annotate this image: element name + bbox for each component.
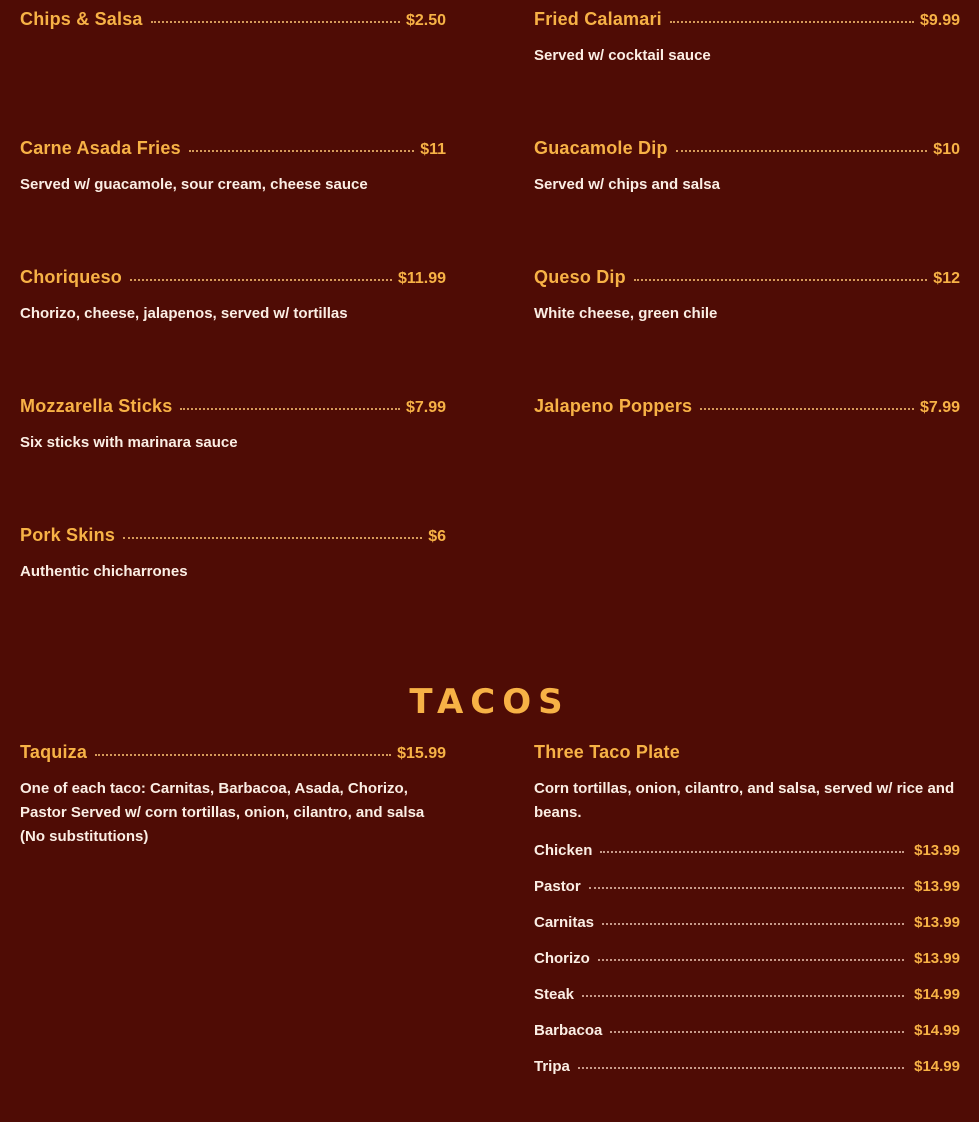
plate-option [534, 986, 960, 1022]
item-name: Fried Calamari [534, 9, 662, 29]
item-name: Chips & Salsa [20, 9, 143, 29]
item-price: $11.99 [397, 270, 446, 287]
plate-option [534, 1058, 960, 1094]
item-price: $11 [420, 141, 446, 158]
menu-item [534, 129, 960, 258]
appetizers-right-column [534, 0, 960, 516]
menu-item [534, 0, 960, 129]
item-price: $7.99 [919, 399, 960, 416]
menu-item [534, 387, 960, 516]
item-description: White cheese, green chile [534, 305, 718, 322]
item-price: $6 [428, 528, 446, 545]
item-price: $12 [933, 270, 960, 287]
dot-leader [610, 1030, 904, 1033]
item-name: Three Taco Plate [534, 742, 680, 762]
option-price: $13.99 [914, 950, 960, 967]
option-name: Tripa [534, 1058, 570, 1075]
dot-leader [578, 1066, 904, 1069]
option-name: Chorizo [534, 950, 590, 967]
dot-leader [189, 149, 414, 152]
plate-option [534, 950, 960, 986]
dot-leader [151, 20, 400, 23]
option-name: Steak [534, 986, 575, 1003]
plate-option [534, 914, 960, 950]
item-price: $7.99 [405, 399, 446, 416]
dot-leader [602, 922, 904, 925]
option-name: Chicken [534, 842, 593, 859]
option-name: Carnitas [534, 914, 595, 931]
item-price: $9.99 [919, 12, 960, 29]
menu-item [534, 258, 960, 387]
item-name: Jalapeno Poppers [534, 396, 693, 416]
option-name: Barbacoa [534, 1022, 603, 1039]
plate-options-list [534, 842, 960, 1094]
three-taco-plate-item [534, 733, 960, 1094]
item-description: Six sticks with marinara sauce [20, 434, 238, 451]
item-description: Served w/ cocktail sauce [534, 47, 711, 64]
option-price: $14.99 [914, 1058, 960, 1075]
dot-leader [589, 886, 904, 889]
item-price: $10 [933, 141, 960, 158]
option-name: Pastor [534, 878, 581, 895]
dot-leader [670, 20, 914, 23]
item-name: Taquiza [20, 742, 88, 762]
item-name: Mozzarella Sticks [20, 396, 173, 416]
plate-option [534, 878, 960, 914]
menu-item [20, 387, 446, 516]
item-description: Corn tortillas, onion, cilantro, and salsa, served w/ rice and beans. [534, 780, 955, 821]
menu-item [20, 516, 446, 645]
option-price: $13.99 [914, 878, 960, 895]
dot-leader [95, 753, 391, 756]
plate-option [534, 1022, 960, 1058]
item-name: Queso Dip [534, 267, 626, 287]
dot-leader [582, 994, 904, 997]
item-description: Chorizo, cheese, jalapenos, served w/ tortillas [20, 305, 348, 322]
item-description: Served w/ guacamole, sour cream, cheese sauce [20, 176, 368, 193]
menu-item [20, 129, 446, 258]
dot-leader [123, 536, 422, 539]
item-description: One of each taco: Carnitas, Barbacoa, Asada, Chorizo, Pastor Served w/ corn tortillas, onion, cilantro, and salsa (No substitutions) [20, 780, 425, 845]
item-price: $2.50 [405, 12, 446, 29]
item-description: Authentic chicharrones [20, 563, 188, 580]
option-price: $13.99 [914, 842, 960, 859]
dot-leader [130, 278, 392, 281]
item-name: Guacamole Dip [534, 138, 668, 158]
section-title-tacos: TACOS [409, 682, 570, 722]
item-price: $15.99 [397, 745, 446, 762]
plate-option [534, 842, 960, 878]
menu-item [20, 0, 446, 129]
option-price: $14.99 [914, 1022, 960, 1039]
dot-leader [598, 958, 904, 961]
dot-leader [180, 407, 399, 410]
dot-leader [700, 407, 914, 410]
dot-leader [600, 850, 904, 853]
dot-leader [676, 149, 928, 152]
menu-item [20, 258, 446, 387]
item-name: Pork Skins [20, 525, 116, 545]
option-price: $14.99 [914, 986, 960, 1003]
item-name: Carne Asada Fries [20, 138, 181, 158]
item-description: Served w/ chips and salsa [534, 176, 720, 193]
taquiza-item [20, 733, 446, 849]
dot-leader [634, 278, 927, 281]
item-name: Choriqueso [20, 267, 123, 287]
appetizers-left-column [20, 0, 446, 645]
option-price: $13.99 [914, 914, 960, 931]
